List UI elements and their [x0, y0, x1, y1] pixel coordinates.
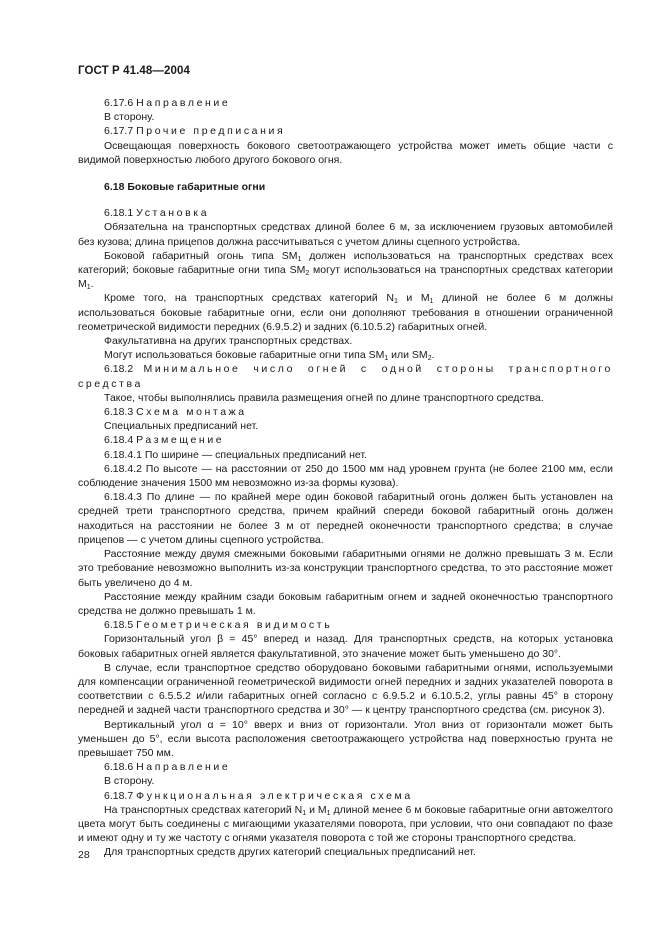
clause-heading: 6.18.1 Установка — [104, 207, 210, 220]
document-header: ГОСТ Р 41.48—2004 — [78, 65, 190, 77]
paragraph: Кроме того, на транспортных средствах категорий $N_1$ и $M_1$ длиной не более 6 м должны использоваться боковые габаритные огни, если они дополняют требования в отношении ограниченной геометрической видимости передних (6.9.5.2) и задних (6.10.5.2) габаритных огней. — [78, 292, 613, 333]
clause-heading: 6.18.4 Размещение — [104, 434, 225, 447]
document-body — [78, 96, 613, 860]
paragraph: Могут использоваться боковые габаритные огни типа $SM_1$ или $SM_2$. — [104, 349, 435, 363]
page-number: 28 — [78, 849, 90, 861]
clause-heading: 6.18.3 Схема монтажа — [104, 406, 247, 419]
paragraph: Специальных предписаний нет. — [104, 420, 259, 433]
paragraph: Горизонтальный угол β = 45° вперед и назад. Для транспортных средств, на которых установка боковых габаритных огней является факультативной, это значение может быть уменьшено до 30°. — [78, 633, 613, 660]
paragraph: На транспортных средствах категорий $N_1$ и $M_1$ длиной менее 6 м боковые габаритные огни автожелтого цвета могут быть соединены с мигающими указателями поворота, при условии, что они совпадают по фазе и имеют одну и ту же частоту с огнями указателя поворота с той же стороны транспортного средства. — [78, 803, 613, 845]
paragraph: Факультативна на других транспортных средствах. — [104, 335, 353, 348]
clause-heading: 6.18.7 Функциональная электрическая схема — [104, 789, 413, 802]
paragraph: Освещающая поверхность бокового светоотражающего устройства может иметь общие части с видимой поверхностью любого другого бокового огня. — [78, 139, 613, 166]
paragraph: Расстояние между двумя смежными боковыми габаритными огнями не должно превышать 3 м. Если это требование невозможно выполнить из-за конструкции транспортного средства, то это расстояние может быть увеличено до 4 м. — [78, 548, 613, 589]
paragraph: В случае, если транспортное средство оборудовано боковыми габаритными огнями, используемыми для компенсации ограниченной геометрической видимости огней передних и задних указателей поворота в соответствии с 6.5.5.2 и/или габаритных огней согласно с 6.9.5.2 и 6.10.5.2, углы равны 45° в сторону передней и задней части транспортного средства и 30° — к центру транспортного средства (см. рисунок 3). — [78, 661, 613, 717]
paragraph: Такое, чтобы выполнялись правила размещения огней по длине транспортного средства. — [104, 391, 544, 404]
paragraph: Боковой габаритный огонь типа $SM_1$ должен использоваться на транспортных средствах всех категорий; боковые габаритные огни типа $SM_2$ могут использоваться на транспортных средствах категории $M_1$. — [78, 249, 614, 292]
clause-heading: 6.17.7 Прочие предписания — [104, 125, 286, 138]
paragraph: 6.18.4.3 По длине — по крайней мере один боковой габаритный огонь должен быть установлен на средней трети транспортного средства, причем крайний спереди боковой габаритный огонь должен находиться на расстоянии не более 3 м от передней оконечности транспортного средства; в случае прицепов — с учетом длины сцепного устройства. — [78, 491, 613, 546]
clause-heading: 6.17.6 Направление — [104, 97, 231, 109]
clause-heading: 6.18.2 Минимальное число огней с одной стороны транспортного средства — [78, 363, 613, 390]
paragraph: Расстояние между крайним сзади боковым габаритным огнем и задней оконечностью транспортного средства не должно превышать 1 м. — [78, 590, 613, 617]
paragraph: В сторону. — [104, 775, 155, 788]
clause-heading: 6.18.5 Геометрическая видимость — [104, 619, 333, 632]
paragraph: В сторону. — [104, 111, 155, 124]
section-title: 6.18 Боковые габаритные огни — [104, 181, 266, 194]
clause-heading: 6.18.6 Направление — [104, 761, 231, 774]
paragraph: Вертикальный угол α = 10° вверх и вниз от горизонтали. Угол вниз от горизонтали может быть уменьшен до 5°, если высота расположения светоотражающего устройства над поверхностью грунта не превышает 750 мм. — [78, 718, 613, 759]
paragraph: 6.18.4.1 По ширине — специальных предписаний нет. — [104, 448, 367, 461]
paragraph: 6.18.4.2 По высоте — на расстоянии от 250 до 1500 мм над уровнем грунта (не более 2100 мм, если соблюдение значения 1500 мм невозможно из-за формы кузова). — [78, 462, 613, 490]
paragraph: Для транспортных средств других категорий специальных предписаний нет. — [104, 846, 476, 859]
paragraph: Обязательна на транспортных средствах длиной более 6 м, за исключением грузовых автомобилей без кузова; длина прицепов должна рассчитываться с учетом длины сцепного устройства. — [78, 221, 613, 248]
